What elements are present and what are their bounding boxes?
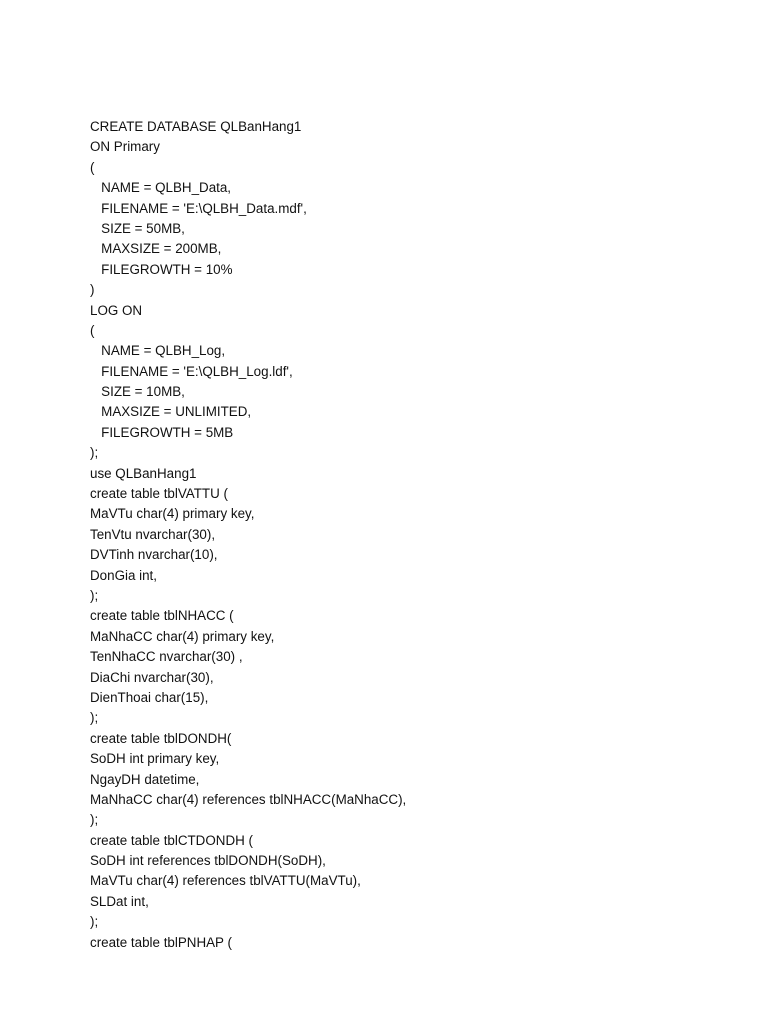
code-line: ) <box>90 282 95 298</box>
code-line: ); <box>90 812 99 828</box>
code-line: NgayDH datetime, <box>90 771 200 787</box>
code-line: ON Primary <box>90 139 160 155</box>
code-line: create table tblCTDONDH ( <box>90 832 253 848</box>
code-line: SoDH int primary key, <box>90 751 220 767</box>
code-line: create table tblDONDH( <box>90 730 232 746</box>
code-line: MaVTu char(4) references tblVATTU(MaVTu), <box>90 873 361 889</box>
code-line: SIZE = 50MB, <box>90 220 185 236</box>
code-line: ( <box>90 322 95 338</box>
code-line: TenVtu nvarchar(30), <box>90 526 216 542</box>
code-line: FILEGROWTH = 5MB <box>90 424 234 440</box>
code-line: FILENAME = 'E:\QLBH_Data.mdf', <box>90 200 307 216</box>
code-line: SoDH int references tblDONDH(SoDH), <box>90 853 326 869</box>
code-line: CREATE DATABASE QLBanHang1 <box>90 119 302 134</box>
code-line: ); <box>90 587 99 603</box>
code-line: MaVTu char(4) primary key, <box>90 506 255 522</box>
code-line: ); <box>90 710 99 726</box>
code-line: ); <box>90 914 99 930</box>
sql-code-block <box>90 117 730 953</box>
code-line: MaNhaCC char(4) primary key, <box>90 628 275 644</box>
code-line: DVTinh nvarchar(10), <box>90 547 218 563</box>
code-line: LOG ON <box>90 302 143 318</box>
code-line: MAXSIZE = 200MB, <box>90 241 222 257</box>
code-line: NAME = QLBH_Data, <box>90 180 232 196</box>
code-line: MaNhaCC char(4) references tblNHACC(MaNhaCC), <box>90 791 407 807</box>
code-line: create table tblNHACC ( <box>90 608 234 624</box>
code-line: ( <box>90 159 95 175</box>
code-line: FILENAME = 'E:\QLBH_Log.ldf', <box>90 363 293 379</box>
code-line: NAME = QLBH_Log, <box>90 343 226 359</box>
code-line: create table tblPNHAP ( <box>90 934 232 950</box>
code-line: use QLBanHang1 <box>90 465 197 481</box>
code-line: ); <box>90 445 99 461</box>
code-line: create table tblVATTU ( <box>90 486 228 502</box>
code-line: DiaChi nvarchar(30), <box>90 669 214 685</box>
code-line: TenNhaCC nvarchar(30) , <box>90 649 243 665</box>
code-line: DienThoai char(15), <box>90 689 209 705</box>
code-line: FILEGROWTH = 10% <box>90 261 233 277</box>
code-line: SIZE = 10MB, <box>90 384 185 400</box>
code-line: MAXSIZE = UNLIMITED, <box>90 404 252 420</box>
code-line: DonGia int, <box>90 567 157 583</box>
code-line: SLDat int, <box>90 893 149 909</box>
